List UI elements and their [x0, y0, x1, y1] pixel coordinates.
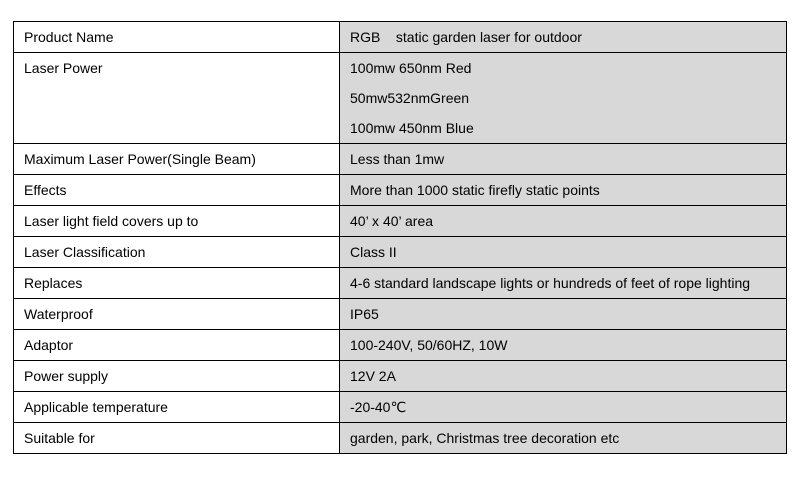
table-row: [14, 330, 787, 361]
row-value: [340, 53, 787, 144]
row-value: [340, 361, 787, 392]
table-row: [14, 144, 787, 175]
row-value: [340, 175, 787, 206]
table-row: [14, 237, 787, 268]
row-value: [340, 392, 787, 423]
row-label: Laser Power: [14, 53, 340, 144]
row-value: [340, 22, 787, 53]
row-value: [340, 206, 787, 237]
row-value: [340, 423, 787, 454]
value-line: 100-240V, 50/60HZ, 10W: [350, 337, 508, 353]
value-line: -20-40℃: [350, 399, 407, 415]
row-label: Laser light field covers up to: [14, 206, 340, 237]
table-row: [14, 22, 787, 53]
row-value: [340, 299, 787, 330]
row-label: Applicable temperature: [14, 392, 340, 423]
row-label: Effects: [14, 175, 340, 206]
value-line: garden, park, Christmas tree decoration etc: [350, 430, 620, 446]
row-label: Replaces: [14, 268, 340, 299]
row-label: Maximum Laser Power(Single Beam): [14, 144, 340, 175]
table-row: [14, 423, 787, 454]
row-value: [340, 268, 787, 299]
table-row: [14, 361, 787, 392]
value-line: RGB static garden laser for outdoor: [350, 29, 582, 45]
value-line: Less than 1mw: [350, 151, 445, 167]
table-row: [14, 53, 787, 144]
value-line: 100mw 650nm Red: [350, 60, 472, 76]
value-line: 50mw532nmGreen: [350, 90, 470, 106]
row-value: [340, 330, 787, 361]
table-row: [14, 392, 787, 423]
table-row: [14, 268, 787, 299]
value-line: IP65: [350, 306, 379, 322]
value-line: 4-6 standard landscape lights or hundreds of feet of rope lighting: [350, 275, 751, 291]
table-row: [14, 206, 787, 237]
value-line: 100mw 450nm Blue: [350, 120, 474, 136]
table-row: [14, 175, 787, 206]
row-label: Adaptor: [14, 330, 340, 361]
value-line: 40’ x 40’ area: [350, 213, 434, 229]
row-label: Suitable for: [14, 423, 340, 454]
table-row: [14, 299, 787, 330]
row-label: Waterproof: [14, 299, 340, 330]
row-label: Product Name: [14, 22, 340, 53]
value-line: More than 1000 static firefly static points: [350, 182, 600, 198]
row-value: [340, 237, 787, 268]
row-label: Laser Classification: [14, 237, 340, 268]
row-value: [340, 144, 787, 175]
row-label: Power supply: [14, 361, 340, 392]
value-line: Class II: [350, 244, 397, 260]
value-line: 12V 2A: [350, 368, 396, 384]
spec-table: [13, 21, 787, 454]
